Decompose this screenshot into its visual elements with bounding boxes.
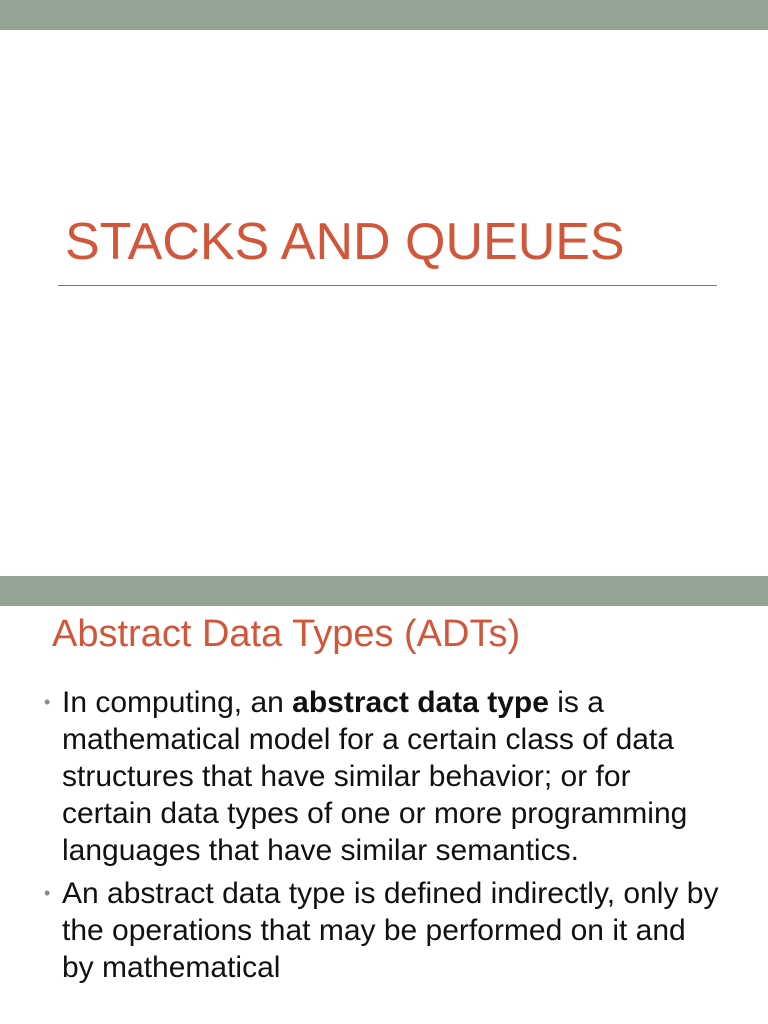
bullet-icon: •: [44, 692, 51, 712]
bullet-icon: •: [44, 883, 51, 903]
bullet-text-after: is a mathematical model for a certain class of data structures that have similar behavior; or for certain data types of one or more programming languages that have similar semantics.: [62, 686, 688, 867]
slide-title-text: STACKS AND QUEUES: [65, 213, 625, 271]
bullet-item: [44, 875, 724, 986]
bullet-text: An abstract data type is defined indirectly, only by the operations that may be performed on it and by mathematical: [62, 877, 719, 984]
bullet-list: [44, 684, 724, 992]
bullet-text-before: In computing, an: [62, 686, 293, 719]
slide-abstract-data-types: [0, 576, 768, 1024]
slide-heading: Abstract Data Types (ADTs): [52, 613, 521, 655]
bullet-text: [62, 686, 687, 867]
slide-header-bar: [0, 576, 768, 606]
bullet-item: [44, 684, 724, 869]
slide-header-bar: [0, 0, 768, 30]
title-underline: [58, 285, 717, 286]
bullet-text-bold: abstract data type: [292, 686, 549, 719]
